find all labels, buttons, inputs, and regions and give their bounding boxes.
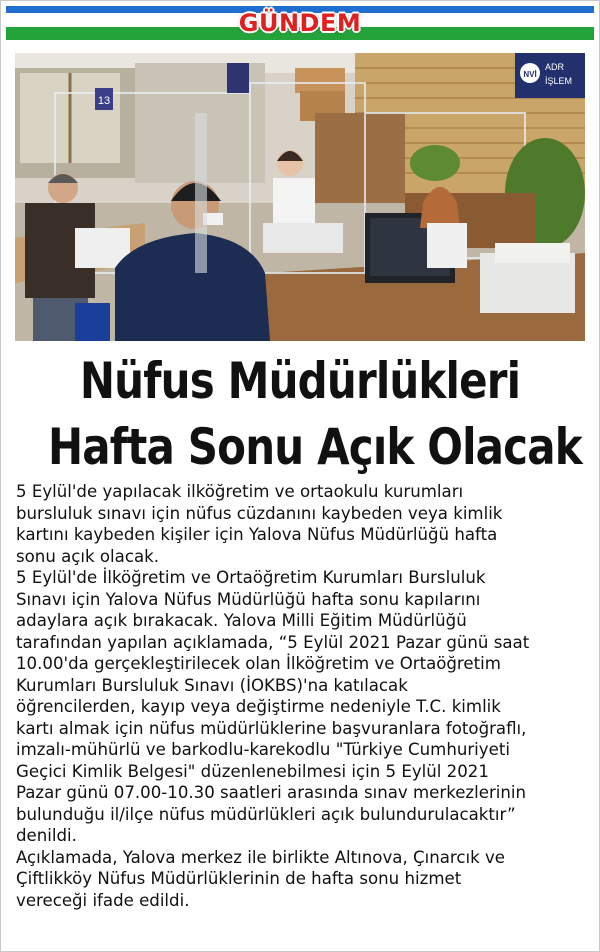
text-line: kartını kaybeden kişiler için Yalova Nüfus Müdürlüğü hafta [16,525,498,544]
text-line: Açıklamada, Yalova merkez ile birlikte Altınova, Çınarcık ve [16,847,505,867]
svg-text:NVİ: NVİ [523,70,537,79]
text-line: Kurumları Bursluluk Sınavı (İOKBS)'na katılacak [16,675,408,695]
text-line: bulunduğu il/ilçe nüfus müdürlükleri açık bulundurulacaktır” [16,804,516,824]
text-line: Sınavı için Yalova Nüfus Müdürlüğü hafta sonu kapılarını [16,589,481,609]
text-line: Pazar günü 07.00-10.30 saatleri arasında sınav merkezlerinin [16,783,527,802]
text-line: 5 Eylül'de İlköğretim ve Ortaöğretim Kurumları Bursluluk [16,568,486,587]
text-line: vereceği ifade edildi. [16,890,190,910]
text-line: kartı almak için nüfus müdürlüklerine başvuranlara fotoğraflı, [16,718,527,738]
paragraph-1 [16,481,588,567]
text-line: imzalı-mühürlü ve barkodlu-karekodlu "Türkiye Cumhuriyeti [16,740,510,759]
headline-line-1: Nüfus Müdürlükleri [79,352,521,410]
section-label: GÜNDEM [238,9,362,37]
text-line: denildi. [16,826,77,845]
text-line: adaylara açık bırakacak. Yalova Milli Eğitim Müdürlüğü [16,611,467,630]
article-body [16,481,588,911]
text-line: bursluluk sınavı için nüfus cüzdanını kaybeden veya kimlik [16,503,503,523]
section-header [6,6,594,42]
paragraph-2 [16,567,588,847]
news-photo [15,53,585,341]
text-line: öğrencilerden, kayıp veya değiştirme nedeniyle T.C. kimlik [16,697,501,716]
text-line: 10.00'da gerçekleştirilecek olan İlköğretim ve Ortaöğretim [16,654,501,673]
text-line: Geçici Kimlik Belgesi" düzenlenebilmesi için 5 Eylül 2021 [16,761,489,781]
text-line: sonu açık olacak. [16,546,159,566]
svg-text:13: 13 [97,95,111,107]
svg-text:İŞLEM: İŞLEM [545,76,573,86]
text-line: 5 Eylül'de yapılacak ilköğretim ve ortaokulu kurumları [16,482,464,501]
text-line: tarafından yapılan açıklamada, “5 Eylül 2021 Pazar günü saat [16,632,530,652]
svg-text:ADR: ADR [545,62,565,72]
paragraph-3 [16,847,588,912]
headline-line-2: Hafta Sonu Açık Olacak [48,418,582,476]
text-line: Çiftlikköy Nüfus Müdürlüklerinin de hafta sonu hizmet [16,869,462,888]
